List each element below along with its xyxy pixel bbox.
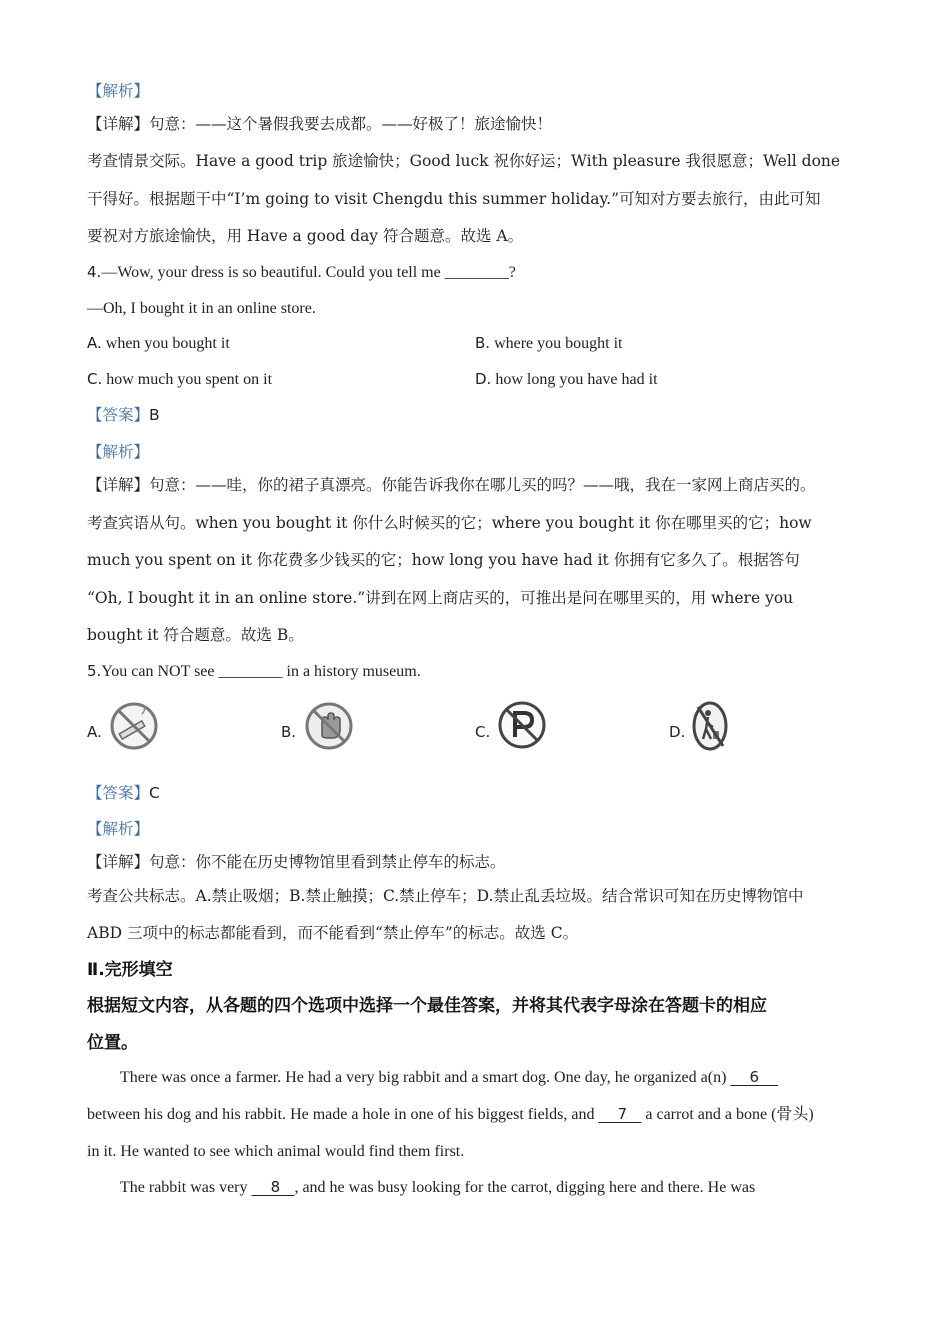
blank-7[interactable]: 7 bbox=[617, 1105, 628, 1123]
no-smoking-sign-icon bbox=[108, 700, 160, 752]
analysis-tag: 【解析】 bbox=[87, 82, 150, 100]
section-title: Ⅱ.完形填空 bbox=[87, 960, 173, 980]
q4-explanation: 考查宾语从句。when you bought it 你什么时候买的它；where you bought it 你在哪里买的它；how bbox=[87, 514, 812, 532]
detail-line: 【详解】句意：——这个暑假我要去成都。——好极了！旅途愉快！ bbox=[87, 115, 553, 133]
explanation-line: 考查情景交际。Have a good trip 旅途愉快；Good luck 祝你好运；With pleasure 我很愿意；Well done bbox=[87, 152, 841, 170]
q5-explanation: ABD 三项中的标志都能看到，而不能看到“禁止停车”的标志。故选 C。 bbox=[87, 924, 579, 942]
section-instruction: 根据短文内容，从各题的四个选项中选择一个最佳答案，并将其代表字母涂在答题卡的相应 bbox=[87, 996, 767, 1016]
q4-explanation: much you spent on it 你花费多少钱买的它；how long you have had it 你拥有它多久了。根据答句 bbox=[87, 551, 800, 569]
q4-explanation: “Oh, I bought it in an online store.”讲到在网上商店买的，可推出是问在哪里买的，用 where you bbox=[87, 589, 794, 607]
no-parking-sign-icon bbox=[496, 699, 548, 751]
q5-answer: 【答案】C bbox=[87, 784, 160, 802]
passage-line: The rabbit was very 8 , and he was busy looking for the carrot, digging here and there. He was bbox=[120, 1178, 756, 1196]
question-4-stem: 4.—Wow, your dress is so beautiful. Could you tell me ________? bbox=[87, 263, 516, 281]
q4-analysis-tag: 【解析】 bbox=[87, 443, 150, 461]
q4-option-c[interactable]: C. how much you spent on it bbox=[87, 370, 273, 388]
q5-option-b[interactable]: B. bbox=[281, 723, 297, 741]
no-touching-sign-icon bbox=[303, 700, 355, 752]
q4-detail: 【详解】句意：——哇，你的裙子真漂亮。你能告诉我你在哪儿买的吗？——哦，我在一家网上商店买的。 bbox=[87, 476, 816, 494]
blank-6[interactable]: 6 bbox=[749, 1068, 760, 1086]
question-5-stem: 5.You can NOT see ________ in a history museum. bbox=[87, 662, 421, 680]
explanation-line: 要祝对方旅途愉快，用 Have a good day 符合题意。故选 A。 bbox=[87, 227, 524, 245]
q5-option-c[interactable]: C. bbox=[475, 723, 491, 741]
q4-answer: 【答案】B bbox=[87, 406, 160, 424]
passage-line: There was once a farmer. He had a very big rabbit and a smart dog. One day, he organized a(n) 6 bbox=[120, 1066, 900, 1089]
q4-explanation: bought it 符合题意。故选 B。 bbox=[87, 626, 304, 644]
question-4-reply: —Oh, I bought it in an online store. bbox=[87, 300, 316, 317]
q5-analysis-tag: 【解析】 bbox=[87, 820, 150, 838]
q5-option-a[interactable]: A. bbox=[87, 723, 102, 741]
q4-option-b[interactable]: B. where you bought it bbox=[475, 334, 623, 352]
q5-option-d[interactable]: D. bbox=[669, 723, 686, 741]
passage-line: between his dog and his rabbit. He made a hole in one of his biggest fields, and 7 a carrot and a bone (骨头) bbox=[87, 1105, 814, 1123]
q5-detail: 【详解】句意：你不能在历史博物馆里看到禁止停车的标志。 bbox=[87, 853, 506, 871]
explanation-line: 干得好。根据题干中“I’m going to visit Chengdu this summer holiday.”可知对方要去旅行，由此可知 bbox=[87, 190, 821, 208]
q4-option-a[interactable]: A. when you bought it bbox=[87, 334, 230, 352]
q5-explanation: 考查公共标志。A.禁止吸烟；B.禁止触摸；C.禁止停车；D.禁止乱丢垃圾。结合常识可知在历史博物馆中 bbox=[87, 887, 804, 905]
passage-line: in it. He wanted to see which animal would find them first. bbox=[87, 1143, 465, 1160]
section-instruction: 位置。 bbox=[87, 1033, 138, 1053]
blank-8[interactable]: 8 bbox=[270, 1178, 281, 1196]
q4-option-d[interactable]: D. how long you have had it bbox=[475, 370, 658, 388]
no-littering-sign-icon bbox=[690, 699, 730, 753]
